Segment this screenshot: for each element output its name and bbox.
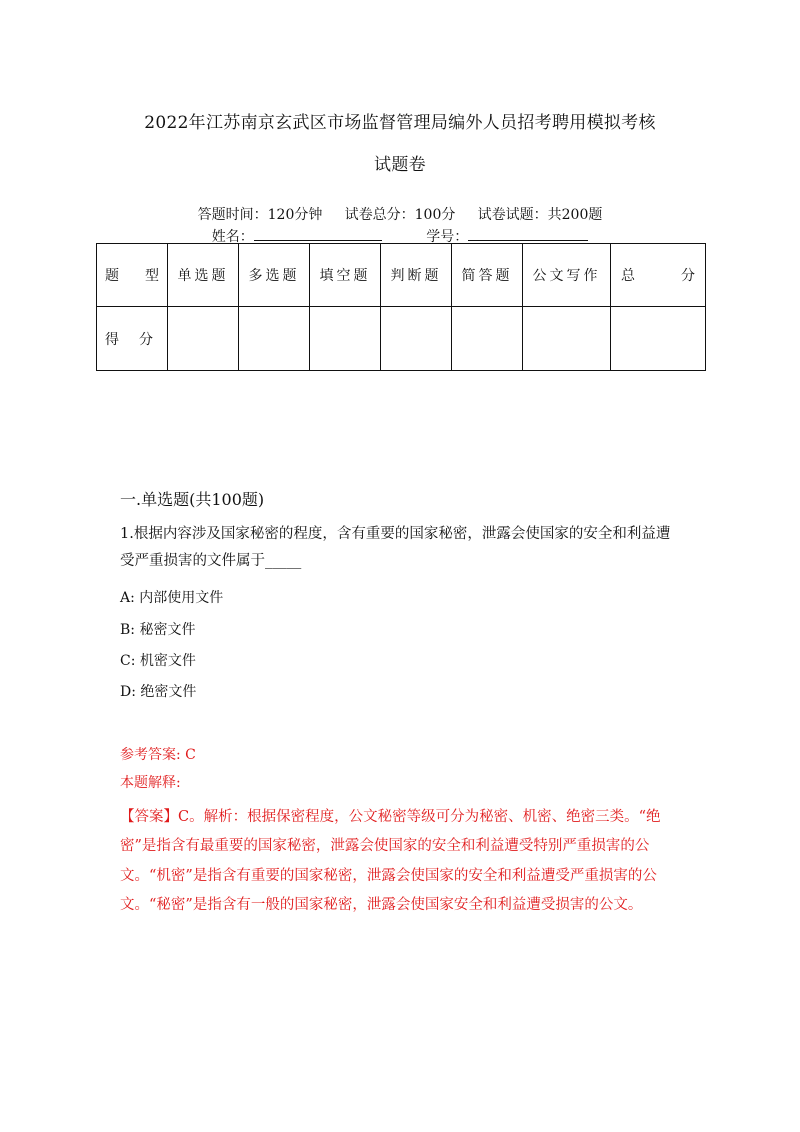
- col-fill-blank: 填空题: [310, 244, 381, 307]
- explanation-header: 本题解释:: [120, 775, 181, 791]
- reference-answer: 参考答案: C: [120, 747, 196, 763]
- student-id-field[interactable]: [468, 228, 588, 241]
- section-title: 一.单选题(共100题): [120, 490, 265, 509]
- explanation-text: 【答案】C。解析：根据保密程度，公文秘密等级可分为秘密、机密、绝密三类。“绝密”是指含有最重要的国家秘密，泄露会使国家的安全和利益遭受特别严重损害的公文。“机密”是指含有重要的国家秘密，泄露会使国家的安全和利益遭受严重损害的公文。“秘密”是指含有一般的国家秘密，泄露会使国家安全和利益遭受损害的公文。: [120, 809, 661, 913]
- col-single-choice: 单选题: [168, 244, 239, 307]
- student-id-label: 学号：: [426, 229, 469, 245]
- score-cell[interactable]: [239, 307, 310, 371]
- option-c: C: 机密文件: [120, 653, 196, 669]
- score-cell[interactable]: [168, 307, 239, 371]
- col-true-false: 判断题: [381, 244, 452, 307]
- col-total: 总 分: [611, 244, 706, 307]
- document-title: 2022年江苏南京玄武区市场监督管理局编外人员招考聘用模拟考核: [144, 113, 656, 133]
- exam-time: 答题时间：120分钟: [197, 207, 323, 223]
- exam-total-points: 试卷总分：100分: [344, 207, 456, 223]
- score-cell-total[interactable]: [611, 307, 706, 371]
- score-table: [96, 243, 706, 371]
- option-d: D: 绝密文件: [120, 684, 197, 700]
- score-table-score-row: [97, 307, 706, 371]
- score-cell[interactable]: [452, 307, 523, 371]
- question-text: 1.根据内容涉及国家秘密的程度，含有重要的国家秘密，泄露会使国家的安全和利益遭受严重损害的文件属于_____: [120, 526, 671, 569]
- question-type-header: 题 型: [97, 244, 168, 307]
- name-label: 姓名：: [211, 229, 254, 245]
- score-cell[interactable]: [523, 307, 611, 371]
- option-b: B: 秘密文件: [120, 622, 196, 638]
- score-cell[interactable]: [381, 307, 452, 371]
- col-document-writing: 公文写作: [523, 244, 611, 307]
- score-row-header: 得 分: [97, 307, 168, 371]
- name-field[interactable]: [254, 228, 382, 241]
- exam-info-line: [0, 204, 800, 224]
- score-table-header-row: [97, 244, 706, 307]
- option-a: A: 内部使用文件: [120, 590, 224, 606]
- document-subtitle: 试题卷: [374, 155, 426, 175]
- exam-total-questions: 试卷试题：共200题: [477, 207, 603, 223]
- col-short-answer: 简答题: [452, 244, 523, 307]
- col-multiple-choice: 多选题: [239, 244, 310, 307]
- score-cell[interactable]: [310, 307, 381, 371]
